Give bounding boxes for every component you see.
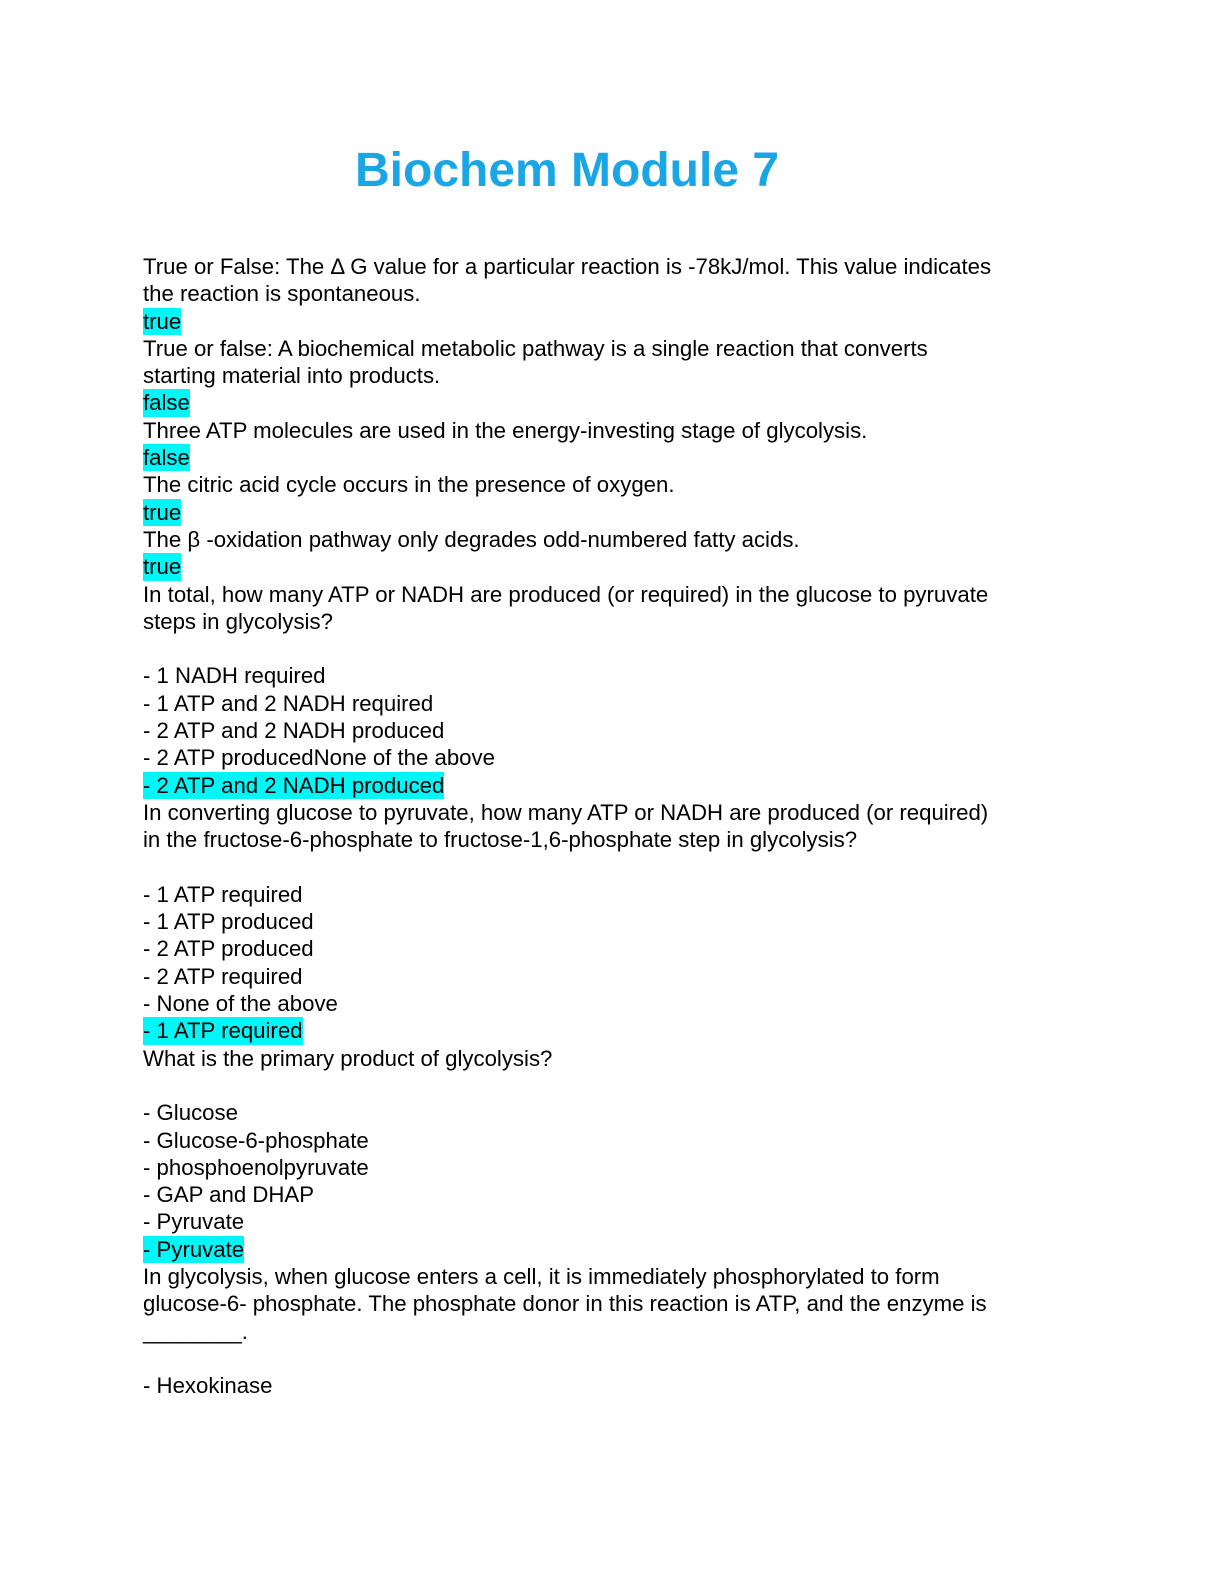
highlighted-answer: - Pyruvate — [143, 1236, 245, 1262]
option-item: - Glucose-6-phosphate — [143, 1127, 369, 1153]
answer-line — [143, 389, 1073, 416]
option-item: - 1 NADH required — [143, 663, 326, 689]
question-text: What is the primary product of glycolysis? — [143, 1045, 553, 1071]
answer-line — [143, 1236, 1073, 1263]
question-text: in the fructose-6-phosphate to fructose-1,6-phosphate step in glycolysis? — [143, 827, 858, 853]
option-item: - 2 ATP and 2 NADH produced — [143, 718, 445, 744]
highlighted-answer: true — [143, 308, 182, 334]
answer-line — [143, 444, 1073, 471]
answer-line — [143, 772, 1073, 799]
highlighted-answer: - 2 ATP and 2 NADH produced — [143, 772, 445, 798]
option-item: - phosphoenolpyruvate — [143, 1154, 369, 1180]
blank-line — [143, 635, 1073, 662]
highlighted-answer: true — [143, 499, 182, 525]
option-item: - None of the above — [143, 991, 338, 1017]
answer-line — [143, 499, 1073, 526]
question-text: starting material into products. — [143, 363, 441, 389]
question-text: In total, how many ATP or NADH are produced (or required) in the glucose to pyruvate — [143, 581, 989, 607]
question-text: ________. — [143, 1318, 248, 1344]
question-text: the reaction is spontaneous. — [143, 281, 421, 307]
option-item: - Hexokinase — [143, 1373, 273, 1399]
question-text: True or False: The Δ G value for a particular reaction is -78kJ/mol. This value indicates — [143, 254, 992, 279]
question-text: steps in glycolysis? — [143, 608, 333, 634]
highlighted-answer: true — [143, 554, 182, 580]
question-text: In glycolysis, when glucose enters a cell, it is immediately phosphorylated to form — [143, 1263, 940, 1289]
question-text: glucose-6- phosphate. The phosphate donor in this reaction is ATP, and the enzyme is — [143, 1291, 987, 1317]
option-item: - 1 ATP required — [143, 881, 303, 907]
option-item: - Pyruvate — [143, 1209, 245, 1235]
question-text: The citric acid cycle occurs in the presence of oxygen. — [143, 472, 675, 498]
document-body — [143, 253, 1073, 1399]
option-item: - 2 ATP required — [143, 963, 303, 989]
blank-line — [143, 1345, 1073, 1372]
highlighted-answer: false — [143, 445, 190, 471]
highlighted-answer: false — [143, 390, 190, 416]
option-item: - 2 ATP produced — [143, 936, 314, 962]
option-item: - 1 ATP produced — [143, 909, 314, 935]
highlighted-answer: - 1 ATP required — [143, 1018, 303, 1044]
answer-line — [143, 308, 1073, 335]
question-text: Three ATP molecules are used in the energy-investing stage of glycolysis. — [143, 417, 868, 443]
blank-line — [143, 1072, 1073, 1099]
question-text: In converting glucose to pyruvate, how many ATP or NADH are produced (or required) — [143, 799, 989, 825]
answer-line — [143, 553, 1073, 580]
question-text: True or false: A biochemical metabolic pathway is a single reaction that converts — [143, 335, 928, 361]
option-item: - 1 ATP and 2 NADH required — [143, 690, 434, 716]
document-title: Biochem Module 7 — [355, 144, 780, 197]
option-item: - 2 ATP producedNone of the above — [143, 745, 495, 771]
answer-line — [143, 1017, 1073, 1044]
option-item: - GAP and DHAP — [143, 1182, 314, 1208]
blank-line — [143, 854, 1073, 881]
option-item: - Glucose — [143, 1100, 238, 1126]
question-text: The β -oxidation pathway only degrades odd-numbered fatty acids. — [143, 526, 800, 552]
